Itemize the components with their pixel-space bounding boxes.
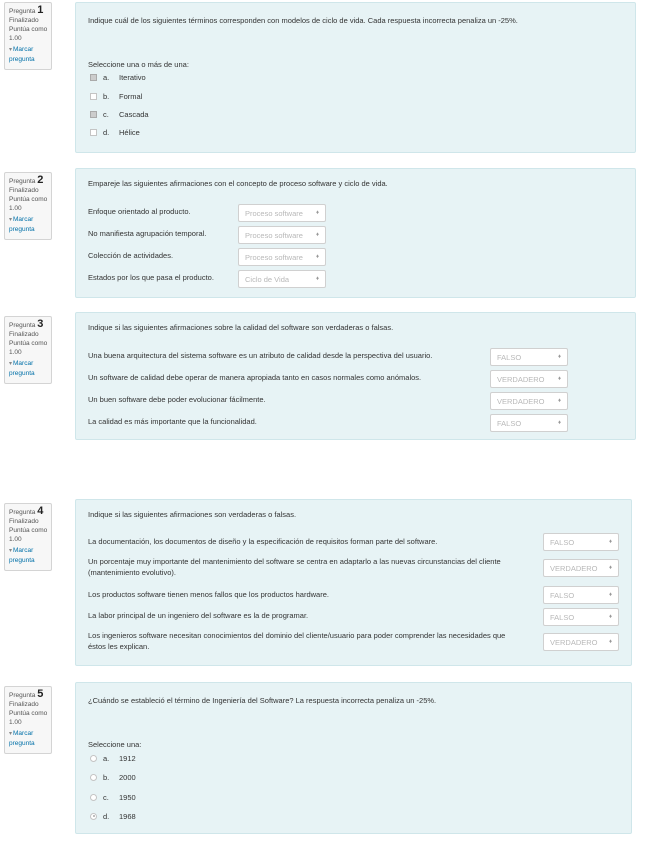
flag-question-link[interactable]: ▾Marcar pregunta — [9, 46, 35, 63]
chevron-updown-icon: ♦ — [557, 420, 561, 426]
truefalse-select[interactable]: FALSO ♦ — [543, 533, 619, 551]
question-points: Puntúa como 1.00 — [9, 26, 48, 42]
option-letter: c. — [103, 109, 109, 119]
option-a[interactable] — [90, 752, 136, 764]
question-state: Finalizado — [9, 331, 39, 338]
option-c[interactable] — [90, 108, 149, 120]
statement-label: Un porcentaje muy importante del mantenimiento del software se centra en adaptarlo a las nuevas circunstancias del cliente (mantenimiento evolutivo). — [88, 557, 501, 577]
option-b[interactable] — [90, 90, 142, 102]
option-label: Hélice — [119, 127, 140, 137]
question-points: Puntúa como 1.00 — [9, 527, 48, 543]
question-info-1 — [4, 2, 52, 70]
checkbox[interactable] — [90, 74, 97, 81]
question-content-2 — [75, 168, 636, 298]
statement-label: Un buen software debe poder evolucionar fácilmente. — [88, 395, 266, 404]
question-points: Puntúa como 1.00 — [9, 340, 48, 356]
question-text: ¿Cuándo se estableció el término de Ingeniería del Software? La respuesta incorrecta penaliza un -25%. — [88, 696, 437, 705]
statement-label: Los productos software tienen menos fallos que los productos hardware. — [88, 590, 329, 599]
option-letter: a. — [103, 72, 110, 82]
question-content-5 — [75, 682, 632, 834]
question-content-1 — [75, 2, 636, 153]
question-number: Pregunta 1 — [9, 4, 44, 16]
question-text: Indique si las siguientes afirmaciones son verdaderas o falsas. — [88, 510, 297, 519]
question-number: Pregunta 3 — [9, 318, 44, 330]
flag-question-link[interactable]: ▾Marcar pregunta — [9, 547, 35, 564]
truefalse-select[interactable]: FALSO ♦ — [490, 414, 568, 432]
question-state: Finalizado — [9, 701, 39, 708]
question-points: Puntúa como 1.00 — [9, 710, 48, 726]
option-label: Iterativo — [119, 72, 146, 82]
flag-icon: ▾ — [9, 217, 13, 223]
option-label: Formal — [119, 91, 143, 101]
question-text: Indique si las siguientes afirmaciones sobre la calidad del software son verdaderas o falsas. — [88, 323, 394, 332]
truefalse-select[interactable]: VERDADERO ♦ — [543, 559, 619, 577]
question-number: Pregunta 4 — [9, 505, 44, 517]
radio-button[interactable] — [90, 755, 97, 762]
chevron-updown-icon: ♦ — [557, 354, 561, 360]
radio-button[interactable] — [90, 794, 97, 801]
option-letter: b. — [103, 772, 110, 782]
option-label: 2000 — [119, 772, 136, 782]
match-select[interactable]: Ciclo de Vida ♦ — [238, 270, 326, 288]
flag-icon: ▾ — [9, 47, 13, 53]
option-d[interactable] — [90, 810, 136, 822]
flag-question-link[interactable]: ▾Marcar pregunta — [9, 730, 35, 747]
chevron-updown-icon: ♦ — [608, 592, 612, 598]
question-info-2 — [4, 172, 52, 240]
statement-label: Los ingenieros software necesitan conocimientos del dominio del cliente/usuario para poder comprender las necesidades que éstos les explican. — [88, 631, 506, 651]
option-letter: c. — [103, 792, 109, 802]
statement-label: Una buena arquitectura del sistema software es un atributo de calidad desde la perspectiva del usuario. — [88, 351, 433, 360]
chevron-updown-icon: ♦ — [315, 210, 319, 216]
answer-prompt: Seleccione una o más de una: — [88, 60, 189, 69]
chevron-updown-icon: ♦ — [608, 539, 612, 545]
question-text: Indique cuál de los siguientes términos corresponden con modelos de ciclo de vida. Cada respuesta incorrecta penaliza un -25%. — [88, 16, 518, 25]
flag-icon: ▾ — [9, 361, 13, 367]
question-number: Pregunta 2 — [9, 174, 44, 186]
chevron-updown-icon: ♦ — [557, 398, 561, 404]
option-d[interactable] — [90, 126, 140, 138]
truefalse-select[interactable]: VERDADERO ♦ — [543, 633, 619, 651]
answer-prompt: Seleccione una: — [88, 740, 142, 749]
option-letter: b. — [103, 91, 110, 101]
match-select[interactable]: Proceso software ♦ — [238, 226, 326, 244]
chevron-updown-icon: ♦ — [315, 254, 319, 260]
option-letter: a. — [103, 753, 110, 763]
question-text: Empareje las siguientes afirmaciones con el concepto de proceso software y ciclo de vida. — [88, 179, 388, 188]
flag-icon: ▾ — [9, 548, 13, 554]
checkbox[interactable] — [90, 129, 97, 136]
chevron-updown-icon: ♦ — [315, 232, 319, 238]
option-label: 1968 — [119, 811, 136, 821]
question-state: Finalizado — [9, 17, 39, 24]
question-info-5 — [4, 686, 52, 754]
flag-question-link[interactable]: ▾Marcar pregunta — [9, 216, 35, 233]
chevron-updown-icon: ♦ — [608, 565, 612, 571]
truefalse-select[interactable]: FALSO ♦ — [543, 608, 619, 626]
chevron-updown-icon: ♦ — [557, 376, 561, 382]
statement-label: La labor principal de un ingeniero del software es la de programar. — [88, 611, 309, 620]
question-info-3 — [4, 316, 52, 384]
option-label: 1950 — [119, 792, 136, 802]
option-c[interactable] — [90, 791, 136, 803]
match-label: Estados por los que pasa el producto. — [88, 273, 214, 282]
truefalse-select[interactable]: FALSO ♦ — [543, 586, 619, 604]
match-label: Colección de actividades. — [88, 251, 174, 260]
question-info-4 — [4, 503, 52, 571]
radio-button[interactable] — [90, 774, 97, 781]
checkbox[interactable] — [90, 111, 97, 118]
option-label: Cascada — [119, 109, 149, 119]
option-b[interactable] — [90, 771, 136, 783]
match-select[interactable]: Proceso software ♦ — [238, 204, 326, 222]
match-select[interactable]: Proceso software ♦ — [238, 248, 326, 266]
option-letter: d. — [103, 127, 110, 137]
question-content-3 — [75, 312, 636, 440]
question-state: Finalizado — [9, 518, 39, 525]
radio-button[interactable] — [90, 813, 97, 820]
chevron-updown-icon: ♦ — [608, 639, 612, 645]
truefalse-select[interactable]: VERDADERO ♦ — [490, 370, 568, 388]
match-label: Enfoque orientado al producto. — [88, 207, 191, 216]
option-label: 1912 — [119, 753, 136, 763]
truefalse-select[interactable]: VERDADERO ♦ — [490, 392, 568, 410]
match-label: No manifiesta agrupación temporal. — [88, 229, 207, 238]
option-letter: d. — [103, 811, 110, 821]
question-content-4 — [75, 499, 632, 666]
statement-label: La calidad es más importante que la funcionalidad. — [88, 417, 257, 426]
question-state: Finalizado — [9, 187, 39, 194]
truefalse-select[interactable]: FALSO ♦ — [490, 348, 568, 366]
statement-label: Un software de calidad debe operar de manera apropiada tanto en casos normales como anómalos. — [88, 373, 422, 382]
checkbox[interactable] — [90, 93, 97, 100]
question-points: Puntúa como 1.00 — [9, 196, 48, 212]
chevron-updown-icon: ♦ — [315, 276, 319, 282]
flag-question-link[interactable]: ▾Marcar pregunta — [9, 360, 35, 377]
option-a[interactable] — [90, 71, 146, 83]
flag-icon: ▾ — [9, 731, 13, 737]
question-number: Pregunta 5 — [9, 688, 44, 700]
chevron-updown-icon: ♦ — [608, 614, 612, 620]
statement-label: La documentación, los documentos de diseño y la especificación de requisitos forman parte del software. — [88, 537, 438, 546]
